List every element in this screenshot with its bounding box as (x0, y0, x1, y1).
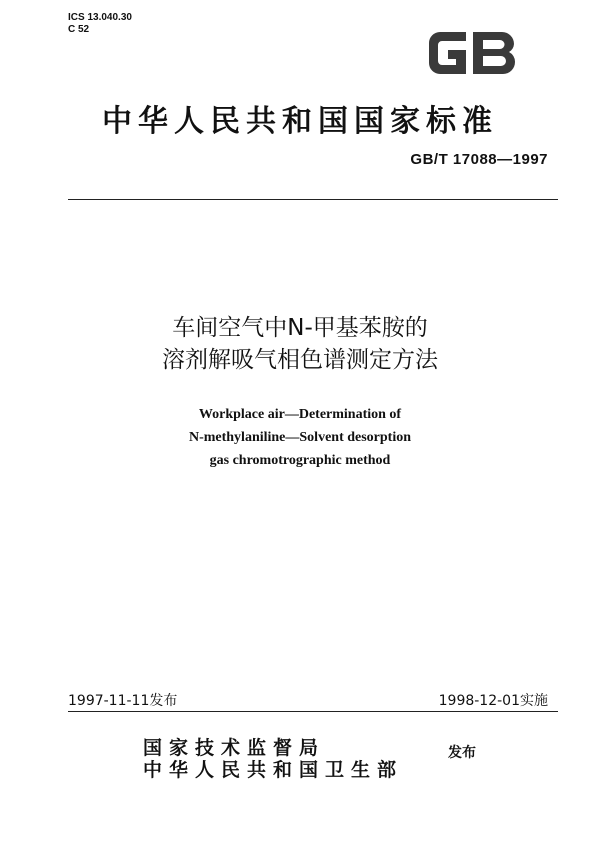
issue-date: 1997-11-11发布 (68, 693, 178, 709)
gb-logo (420, 22, 524, 84)
chinese-title-line-1: 车间空气中N-甲基苯胺的 (172, 315, 428, 341)
issuer-line-2: 中华人民共和国卫生部 (143, 759, 404, 781)
english-title-line-3: gas chromotrographic method (209, 453, 391, 468)
issuer-line-1: 国家技术监督局 (143, 737, 326, 759)
english-title-line-1: Workplace air—Determination of (198, 407, 402, 422)
standard-number: GB/T 17088—1997 (410, 151, 548, 168)
publish-label: 发布 (448, 745, 476, 761)
chinese-title (0, 312, 600, 376)
english-title (0, 403, 600, 472)
issuing-authorities (143, 737, 403, 781)
ics-code: ICS 13.040.30 (68, 12, 132, 23)
implementation-date: 1998-12-01实施 (438, 693, 548, 709)
gb-logo-icon (420, 22, 524, 84)
english-title-line-2: N-methylaniline—Solvent desorption (188, 430, 412, 445)
ccs-code: C 52 (68, 24, 90, 35)
national-standard-title: 中华人民共和国国家标准 (102, 104, 498, 139)
classification-codes (68, 12, 132, 36)
footer-divider (68, 711, 558, 712)
chinese-title-line-2: 溶剂解吸气相色谱测定方法 (162, 347, 438, 373)
header-divider (68, 199, 558, 200)
